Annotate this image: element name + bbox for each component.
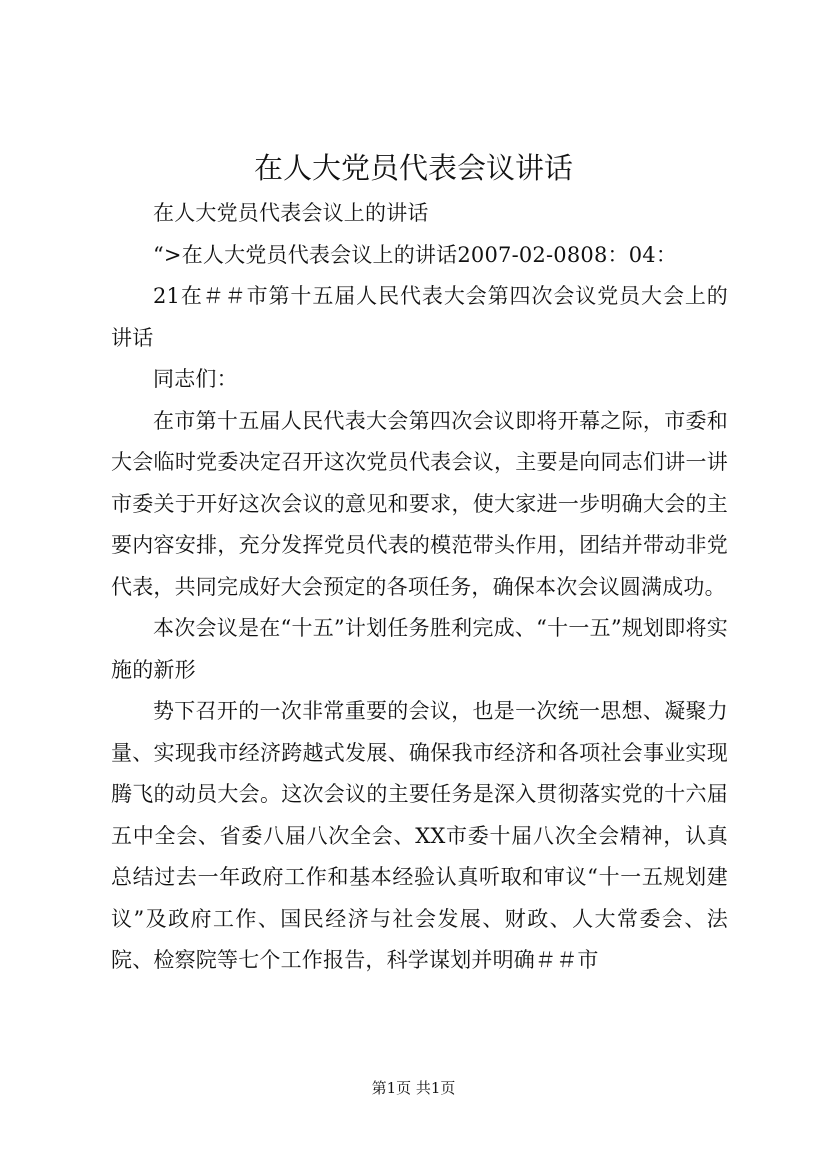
document-body: [111, 193, 728, 982]
paragraph-tasks: 势下召开的一次非常重要的会议，也是一次统一思想、凝聚力量、实现我市经济跨越式发展、确保我市经济和各项社会事业实现腾飞的动员大会。这次会议的主要任务是深入贯彻落实党的十六届五中全会、省委八届八次全会、XX市委十届八次全会精神，认真总结过去一年政府工作和基本经验认真听取和审议“十一五规划建议”及政府工作、国民经济与社会发展、财政、人大常委会、法院、检察院等七个工作报告，科学谋划并明确＃＃市: [111, 699, 728, 972]
paragraph-context: 本次会议是在“十五”计划任务胜利完成、“十一五”规划即将实施的新形: [111, 616, 728, 682]
paragraph-opening: 在市第十五届人民代表大会第四次会议即将开幕之际，市委和大会临时党委决定召开这次党员代表会议，主要是向同志们讲一讲市委关于开好这次会议的意见和要求，使大家进一步明确大会的主要内容安排，充分发挥党员代表的模范带头作用，团结并带动非党代表，共同完成好大会预定的各项任务，确保本次会议圆满成功。: [111, 408, 728, 599]
paragraph-speech-heading: 21在＃＃市第十五届人民代表大会第四次会议党员大会上的讲话: [111, 284, 728, 350]
paragraph-subtitle: 在人大党员代表会议上的讲话: [153, 201, 429, 225]
paragraph-salutation: 同志们：: [153, 367, 238, 391]
page-footer: 第1页 共1页: [371, 1079, 456, 1097]
paragraph-source-line: “>在人大党员代表会议上的讲话2007-02-0808：04：: [153, 242, 678, 267]
document-title: 在人大党员代表会议讲话: [253, 151, 573, 185]
